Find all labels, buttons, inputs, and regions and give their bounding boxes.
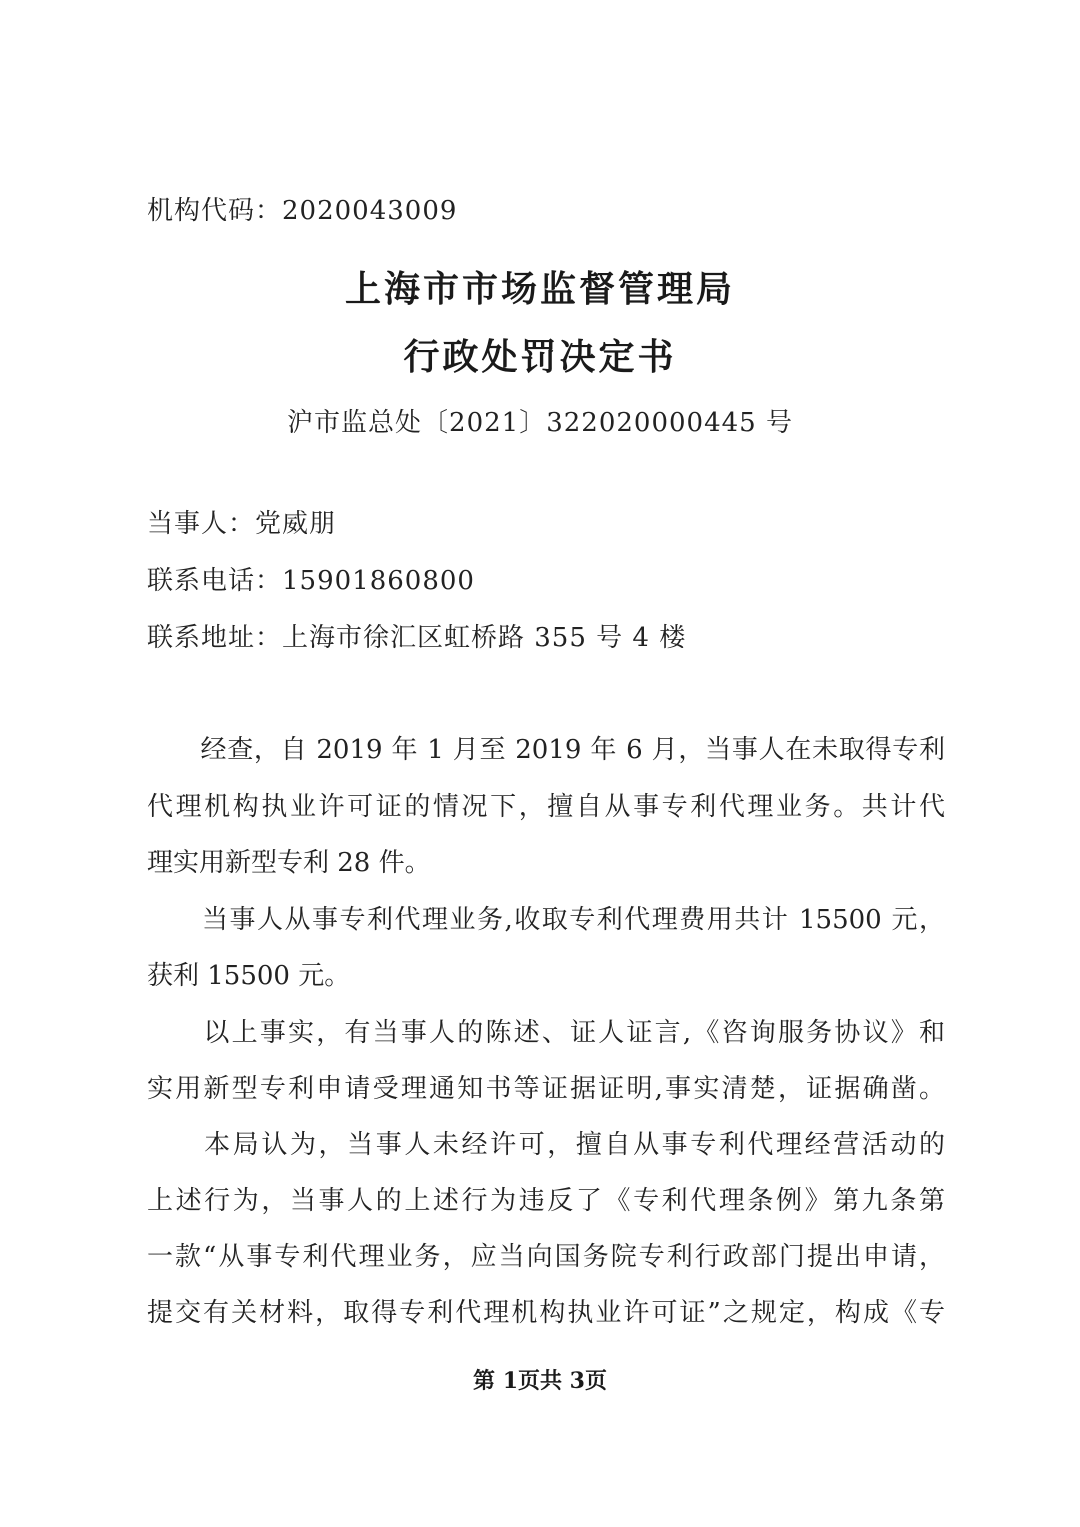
body-line: 一款“从事专利代理业务，应当向国务院专利行政部门提出申请， (147, 1242, 945, 1272)
body-line: 上述行为，当事人的上述行为违反了《专利代理条例》第九条第 (147, 1186, 945, 1216)
body-line: 理实用新型专利 28 件。 (147, 848, 431, 878)
body-line: 提交有关材料，取得专利代理机构执业许可证”之规定，构成《专 (147, 1298, 945, 1328)
document-number: 沪市监总处〔2021〕322020000445 号 (287, 408, 793, 438)
body-line: 代理机构执业许可证的情况下，擅自从事专利代理业务。共计代 (147, 792, 945, 822)
org-code: 机构代码：2020043009 (147, 196, 458, 226)
page-number: 第 1页共 3页 (473, 1368, 607, 1394)
party-address: 联系地址：上海市徐汇区虹桥路 355 号 4 楼 (147, 623, 687, 653)
body-line: 经查，自 2019 年 1 月至 2019 年 6 月，当事人在未取得专利 (147, 735, 945, 765)
party-name: 当事人：党威朋 (147, 509, 337, 539)
document-title-type: 行政处罚决定书 (403, 337, 677, 378)
body-line: 本局认为，当事人未经许可，擅自从事专利代理经营活动的 (147, 1130, 945, 1160)
document-title-agency: 上海市市场监督管理局 (344, 269, 735, 310)
party-phone: 联系电话：15901860800 (147, 566, 475, 596)
body-line: 实用新型专利申请受理通知书等证据证明,事实清楚，证据确凿。 (147, 1074, 945, 1104)
body-line: 当事人从事专利代理业务,收取专利代理费用共计 15500 元， (147, 905, 945, 935)
body-line: 以上事实，有当事人的陈述、证人证言,《咨询服务协议》和 (147, 1018, 945, 1048)
body-line: 获利 15500 元。 (147, 961, 351, 991)
